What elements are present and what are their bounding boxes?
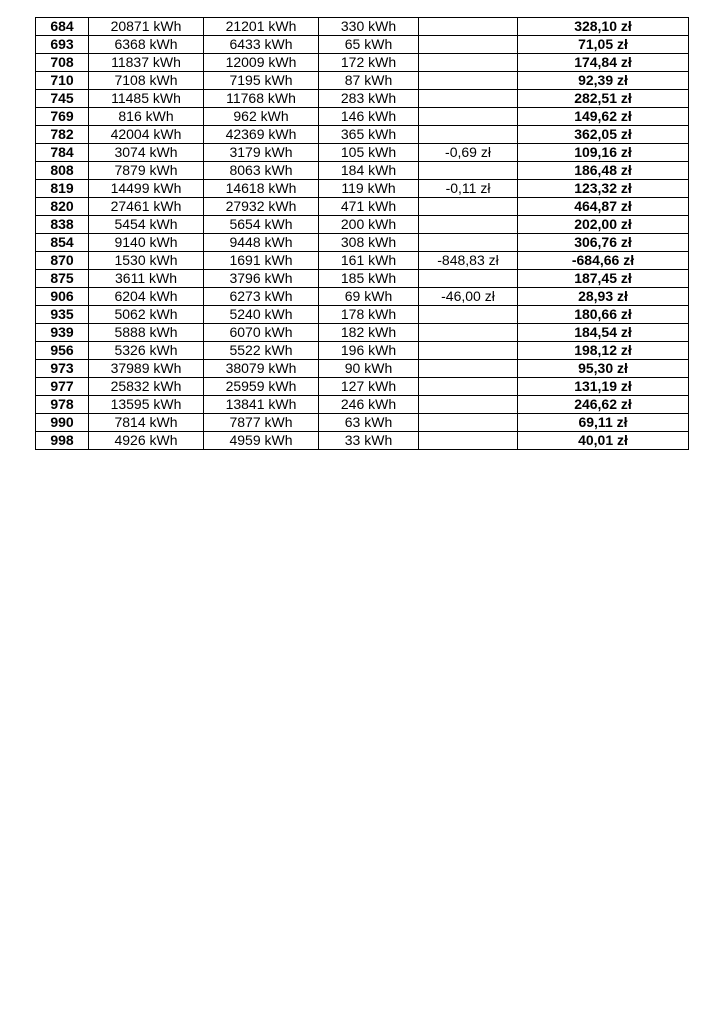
previous-reading-cell: 11837 kWh <box>89 54 204 72</box>
table-row <box>36 414 689 432</box>
usage-cell: 87 kWh <box>319 72 419 90</box>
correction-cell: -848,83 zł <box>419 252 518 270</box>
current-reading-cell: 42369 kWh <box>204 126 319 144</box>
correction-cell <box>419 54 518 72</box>
table-row <box>36 126 689 144</box>
current-reading-cell: 6070 kWh <box>204 324 319 342</box>
correction-cell <box>419 90 518 108</box>
apartment-number-cell: 939 <box>36 324 89 342</box>
apartment-number-cell: 684 <box>36 18 89 36</box>
previous-reading-cell: 816 kWh <box>89 108 204 126</box>
total-amount-cell: 40,01 zł <box>518 432 689 450</box>
previous-reading-cell: 4926 kWh <box>89 432 204 450</box>
correction-cell <box>419 270 518 288</box>
total-amount-cell: 306,76 zł <box>518 234 689 252</box>
correction-cell <box>419 108 518 126</box>
current-reading-cell: 3796 kWh <box>204 270 319 288</box>
usage-cell: 65 kWh <box>319 36 419 54</box>
usage-cell: 185 kWh <box>319 270 419 288</box>
apartment-number-cell: 935 <box>36 306 89 324</box>
previous-reading-cell: 7108 kWh <box>89 72 204 90</box>
correction-cell <box>419 306 518 324</box>
total-amount-cell: 131,19 zł <box>518 378 689 396</box>
correction-cell <box>419 72 518 90</box>
apartment-number-cell: 875 <box>36 270 89 288</box>
apartment-number-cell: 956 <box>36 342 89 360</box>
previous-reading-cell: 6204 kWh <box>89 288 204 306</box>
correction-cell <box>419 234 518 252</box>
apartment-number-cell: 854 <box>36 234 89 252</box>
usage-cell: 119 kWh <box>319 180 419 198</box>
apartment-number-cell: 998 <box>36 432 89 450</box>
table-row <box>36 36 689 54</box>
table-row <box>36 180 689 198</box>
table-row <box>36 324 689 342</box>
table-row <box>36 54 689 72</box>
total-amount-cell: 71,05 zł <box>518 36 689 54</box>
current-reading-cell: 4959 kWh <box>204 432 319 450</box>
table-row <box>36 252 689 270</box>
table-row <box>36 216 689 234</box>
correction-cell <box>419 216 518 234</box>
apartment-number-cell: 708 <box>36 54 89 72</box>
apartment-number-cell: 838 <box>36 216 89 234</box>
previous-reading-cell: 27461 kWh <box>89 198 204 216</box>
previous-reading-cell: 5888 kWh <box>89 324 204 342</box>
current-reading-cell: 6433 kWh <box>204 36 319 54</box>
usage-cell: 308 kWh <box>319 234 419 252</box>
apartment-number-cell: 906 <box>36 288 89 306</box>
usage-cell: 161 kWh <box>319 252 419 270</box>
usage-cell: 127 kWh <box>319 378 419 396</box>
current-reading-cell: 8063 kWh <box>204 162 319 180</box>
previous-reading-cell: 14499 kWh <box>89 180 204 198</box>
total-amount-cell: 149,62 zł <box>518 108 689 126</box>
apartment-number-cell: 784 <box>36 144 89 162</box>
correction-cell <box>419 198 518 216</box>
current-reading-cell: 38079 kWh <box>204 360 319 378</box>
current-reading-cell: 9448 kWh <box>204 234 319 252</box>
correction-cell <box>419 378 518 396</box>
table-row <box>36 288 689 306</box>
current-reading-cell: 25959 kWh <box>204 378 319 396</box>
correction-cell <box>419 162 518 180</box>
previous-reading-cell: 11485 kWh <box>89 90 204 108</box>
table-row <box>36 342 689 360</box>
correction-cell: -0,11 zł <box>419 180 518 198</box>
usage-cell: 90 kWh <box>319 360 419 378</box>
table-row <box>36 108 689 126</box>
table-row <box>36 234 689 252</box>
usage-cell: 246 kWh <box>319 396 419 414</box>
previous-reading-cell: 7879 kWh <box>89 162 204 180</box>
table-row <box>36 18 689 36</box>
total-amount-cell: 246,62 zł <box>518 396 689 414</box>
table-row <box>36 378 689 396</box>
usage-cell: 365 kWh <box>319 126 419 144</box>
usage-cell: 146 kWh <box>319 108 419 126</box>
apartment-number-cell: 693 <box>36 36 89 54</box>
total-amount-cell: 184,54 zł <box>518 324 689 342</box>
usage-cell: 196 kWh <box>319 342 419 360</box>
apartment-number-cell: 870 <box>36 252 89 270</box>
total-amount-cell: 362,05 zł <box>518 126 689 144</box>
previous-reading-cell: 9140 kWh <box>89 234 204 252</box>
usage-cell: 63 kWh <box>319 414 419 432</box>
apartment-number-cell: 820 <box>36 198 89 216</box>
previous-reading-cell: 3611 kWh <box>89 270 204 288</box>
total-amount-cell: 28,93 zł <box>518 288 689 306</box>
total-amount-cell: 198,12 zł <box>518 342 689 360</box>
total-amount-cell: 187,45 zł <box>518 270 689 288</box>
current-reading-cell: 12009 kWh <box>204 54 319 72</box>
table-row <box>36 270 689 288</box>
total-amount-cell: -684,66 zł <box>518 252 689 270</box>
apartment-number-cell: 819 <box>36 180 89 198</box>
total-amount-cell: 202,00 zł <box>518 216 689 234</box>
table-row <box>36 396 689 414</box>
table-row <box>36 198 689 216</box>
correction-cell <box>419 126 518 144</box>
table-row <box>36 90 689 108</box>
correction-cell <box>419 324 518 342</box>
current-reading-cell: 5240 kWh <box>204 306 319 324</box>
correction-cell <box>419 342 518 360</box>
apartment-number-cell: 973 <box>36 360 89 378</box>
correction-cell: -0,69 zł <box>419 144 518 162</box>
current-reading-cell: 14618 kWh <box>204 180 319 198</box>
usage-cell: 471 kWh <box>319 198 419 216</box>
total-amount-cell: 180,66 zł <box>518 306 689 324</box>
current-reading-cell: 7877 kWh <box>204 414 319 432</box>
previous-reading-cell: 25832 kWh <box>89 378 204 396</box>
previous-reading-cell: 42004 kWh <box>89 126 204 144</box>
total-amount-cell: 123,32 zł <box>518 180 689 198</box>
correction-cell <box>419 396 518 414</box>
current-reading-cell: 1691 kWh <box>204 252 319 270</box>
usage-cell: 33 kWh <box>319 432 419 450</box>
previous-reading-cell: 1530 kWh <box>89 252 204 270</box>
total-amount-cell: 109,16 zł <box>518 144 689 162</box>
table-row <box>36 72 689 90</box>
current-reading-cell: 5522 kWh <box>204 342 319 360</box>
apartment-number-cell: 977 <box>36 378 89 396</box>
current-reading-cell: 13841 kWh <box>204 396 319 414</box>
total-amount-cell: 95,30 zł <box>518 360 689 378</box>
usage-cell: 330 kWh <box>319 18 419 36</box>
table-row <box>36 144 689 162</box>
billing-table <box>35 17 689 450</box>
current-reading-cell: 21201 kWh <box>204 18 319 36</box>
current-reading-cell: 5654 kWh <box>204 216 319 234</box>
table-row <box>36 432 689 450</box>
previous-reading-cell: 3074 kWh <box>89 144 204 162</box>
billing-table-body <box>36 18 689 450</box>
previous-reading-cell: 13595 kWh <box>89 396 204 414</box>
apartment-number-cell: 978 <box>36 396 89 414</box>
usage-cell: 178 kWh <box>319 306 419 324</box>
table-row <box>36 360 689 378</box>
apartment-number-cell: 808 <box>36 162 89 180</box>
correction-cell <box>419 36 518 54</box>
current-reading-cell: 7195 kWh <box>204 72 319 90</box>
table-row <box>36 162 689 180</box>
usage-cell: 172 kWh <box>319 54 419 72</box>
current-reading-cell: 3179 kWh <box>204 144 319 162</box>
total-amount-cell: 328,10 zł <box>518 18 689 36</box>
correction-cell <box>419 432 518 450</box>
usage-cell: 184 kWh <box>319 162 419 180</box>
usage-cell: 69 kWh <box>319 288 419 306</box>
previous-reading-cell: 7814 kWh <box>89 414 204 432</box>
total-amount-cell: 282,51 zł <box>518 90 689 108</box>
total-amount-cell: 174,84 zł <box>518 54 689 72</box>
previous-reading-cell: 6368 kWh <box>89 36 204 54</box>
current-reading-cell: 6273 kWh <box>204 288 319 306</box>
usage-cell: 200 kWh <box>319 216 419 234</box>
correction-cell <box>419 360 518 378</box>
previous-reading-cell: 5062 kWh <box>89 306 204 324</box>
total-amount-cell: 186,48 zł <box>518 162 689 180</box>
usage-cell: 105 kWh <box>319 144 419 162</box>
apartment-number-cell: 990 <box>36 414 89 432</box>
previous-reading-cell: 5326 kWh <box>89 342 204 360</box>
apartment-number-cell: 710 <box>36 72 89 90</box>
apartment-number-cell: 745 <box>36 90 89 108</box>
correction-cell <box>419 18 518 36</box>
total-amount-cell: 464,87 zł <box>518 198 689 216</box>
total-amount-cell: 69,11 zł <box>518 414 689 432</box>
apartment-number-cell: 769 <box>36 108 89 126</box>
usage-cell: 182 kWh <box>319 324 419 342</box>
total-amount-cell: 92,39 zł <box>518 72 689 90</box>
usage-cell: 283 kWh <box>319 90 419 108</box>
apartment-number-cell: 782 <box>36 126 89 144</box>
previous-reading-cell: 20871 kWh <box>89 18 204 36</box>
previous-reading-cell: 37989 kWh <box>89 360 204 378</box>
previous-reading-cell: 5454 kWh <box>89 216 204 234</box>
correction-cell: -46,00 zł <box>419 288 518 306</box>
current-reading-cell: 27932 kWh <box>204 198 319 216</box>
table-row <box>36 306 689 324</box>
current-reading-cell: 11768 kWh <box>204 90 319 108</box>
current-reading-cell: 962 kWh <box>204 108 319 126</box>
correction-cell <box>419 414 518 432</box>
